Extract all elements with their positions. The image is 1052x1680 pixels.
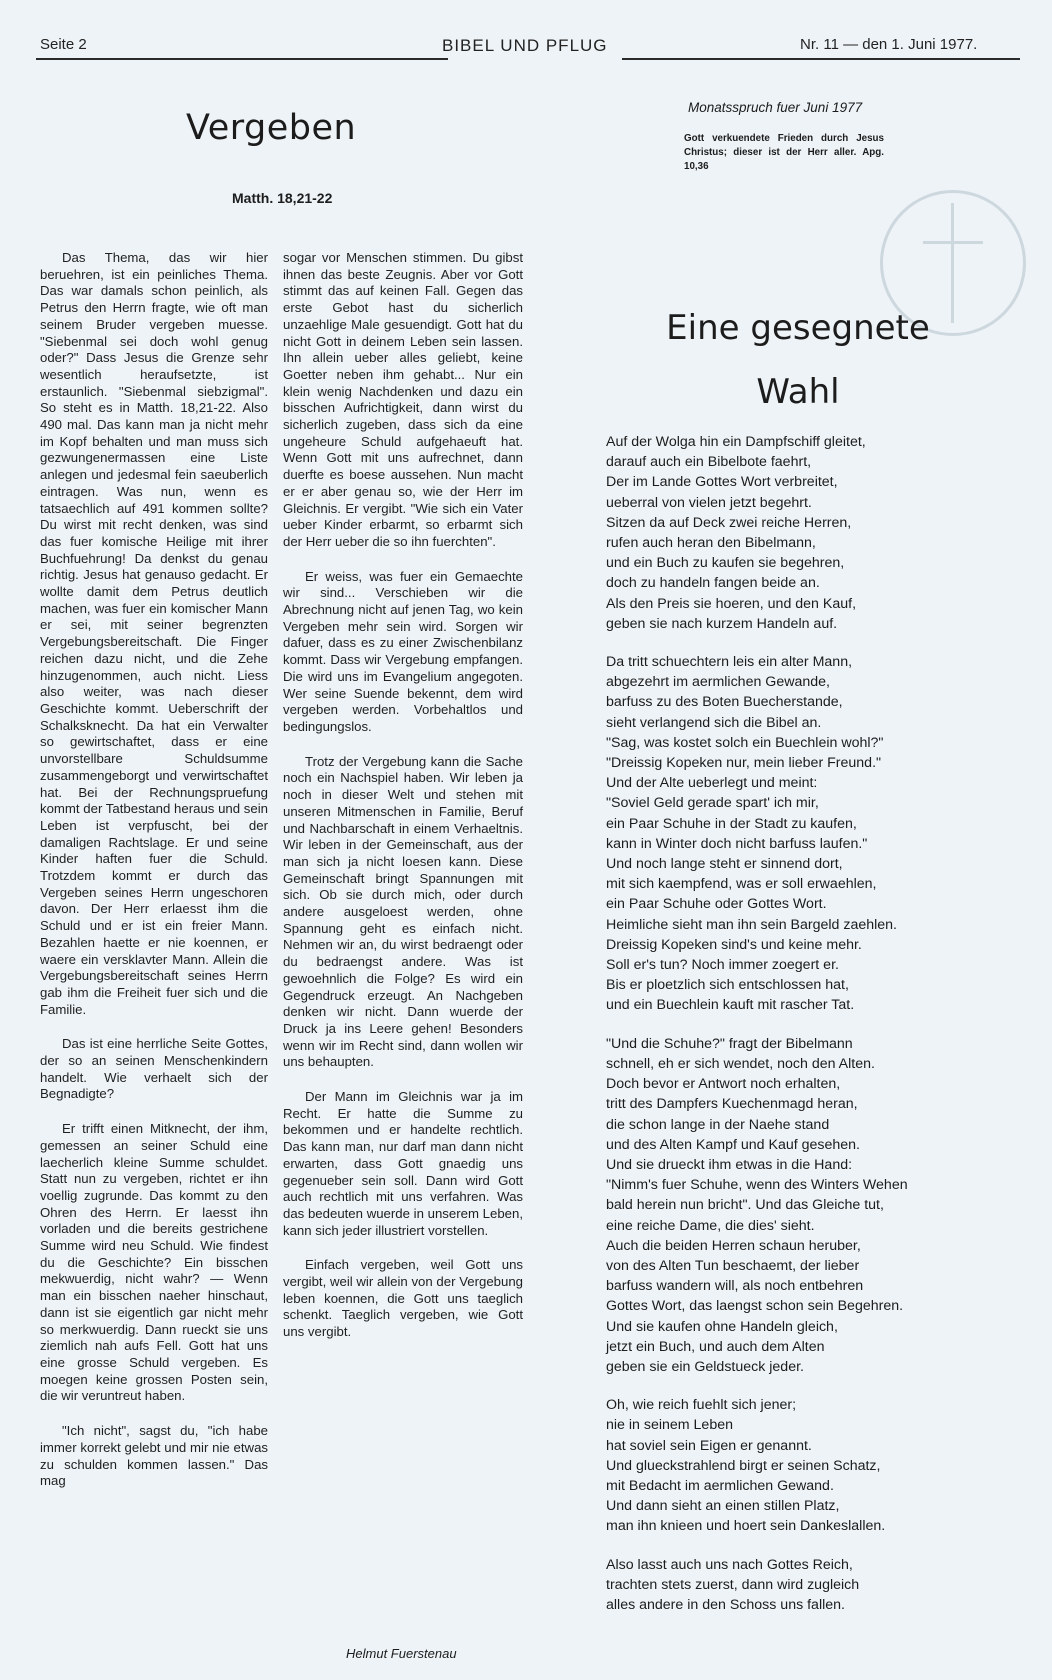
poem-line: nie in seinem Leben xyxy=(606,1417,733,1434)
poem-line: Und noch lange steht er sinnend dort, xyxy=(606,856,843,873)
poem-line: ein Paar Schuhe oder Gottes Wort. xyxy=(606,896,827,913)
poem-line: schnell, eh er sich wendet, noch den Alten. xyxy=(606,1055,875,1072)
paragraph: "Ich nicht", sagst du, "ich habe immer korrekt gelebt und mir nie etwas zu schulden kommen lassen." Das mag xyxy=(40,1423,268,1489)
poem-line: alles andere in den Schoss uns fallen. xyxy=(606,1596,845,1613)
poem-line: jetzt ein Buch, und auch dem Alten xyxy=(606,1338,825,1355)
poem-line: geben sie nach kurzem Handeln auf. xyxy=(606,615,838,632)
poem-line: darauf auch ein Bibelbote faehrt, xyxy=(606,454,812,471)
poem-line: Als den Preis sie hoeren, und den Kauf, xyxy=(606,595,857,612)
poem-line: mit sich kaempfend, was er soll erwaehlen, xyxy=(606,876,877,893)
poem-line: geben sie ein Geldstueck jeder. xyxy=(606,1358,804,1375)
poem-line: Soll er's tun? Noch immer zoegert er. xyxy=(606,957,839,974)
poem-line: hat soviel sein Eigen er genannt. xyxy=(606,1437,812,1454)
paragraph: Er trifft einen Mitknecht, der ihm, gemessen an seiner Schuld eine laecherlich kleine Summe schuldet. Statt nun zu vergeben, richtet er ihn voellig zugrunde. Das kommt zu den Ohren des Herrn. Er laesst ihn vorladen und die bereits gestrichene Summe wird neu Schuld. Wie findest du die Geschichte? Ein bisschen mekwuerdig, nicht wahr? — Wenn man ein bisschen naeher hinschaut, dann ist sie eigentlich gar nicht mehr so merkwuerdig. Dann rueckt sie uns ziemlich nah aufs Fell. Gott hat uns eine grosse Schuld vergeben. Es moegen keine grossen Posten sein, die wir veruntreut haben. xyxy=(40,1121,268,1404)
poem-line: barfuss wandern will, als noch entbehren xyxy=(606,1278,864,1295)
poem-line: doch zu handeln fangen beide an. xyxy=(606,575,820,592)
poem-line: von des Alten Tun beschaemt, der lieber xyxy=(606,1257,860,1274)
article-column-1 xyxy=(40,250,268,1490)
poem-line: Da tritt schuechtern leis ein alter Mann, xyxy=(606,654,853,671)
header-rule-left xyxy=(36,58,448,60)
poem-line: Und glueckstrahlend birgt er seinen Schatz, xyxy=(606,1457,881,1474)
poem-title xyxy=(620,296,976,424)
poem-line: und ein Buechlein kauft mit rascher Tat. xyxy=(606,997,855,1014)
poem-line: Also lasst auch uns nach Gottes Reich, xyxy=(606,1556,853,1573)
poem-line: Gottes Wort, das laengst schon sein Begehren. xyxy=(606,1298,904,1315)
poem-line: mit Bedacht im aermlichen Gewand. xyxy=(606,1477,834,1494)
poem-line: "Nimm's fuer Schuhe, wenn des Winters Wehen xyxy=(606,1177,908,1194)
poem-line: Und dann sieht an einen stillen Platz, xyxy=(606,1498,840,1515)
issue-date: Nr. 11 — den 1. Juni 1977. xyxy=(800,36,978,53)
poem-line: Bis er ploetzlich sich entschlossen hat, xyxy=(606,977,849,994)
poem-line: bald herein nun bricht". Und das Gleiche tut, xyxy=(606,1197,884,1214)
header-rule-right xyxy=(622,58,1020,60)
stanza-gap xyxy=(606,634,1006,652)
stanza-gap xyxy=(606,1377,1006,1395)
poem-line: Und sie drueckt ihm etwas in die Hand: xyxy=(606,1156,853,1173)
poem-line: kann in Winter doch nicht barfuss laufen." xyxy=(606,835,868,852)
poem-line: Und der Alte ueberlegt und meint: xyxy=(606,775,818,792)
poem-line: ein Paar Schuhe in der Stadt zu kaufen, xyxy=(606,815,857,832)
poem-line: eine reiche Dame, die dies' sieht. xyxy=(606,1217,815,1234)
motto-text: Gott verkuendete Frieden durch Jesus Christus; dieser ist der Herr aller. Apg. 10,36 xyxy=(684,133,884,172)
poem-line: Doch bevor er Antwort noch erhalten, xyxy=(606,1076,841,1093)
poem-body xyxy=(606,432,1006,1615)
poem-line: Auch die beiden Herren schaun heruber, xyxy=(606,1237,861,1254)
poem-line: Heimliche sieht man ihn sein Bargeld zaehlen. xyxy=(606,916,898,933)
poem-line: sieht verlangend sich die Bibel an. xyxy=(606,714,822,731)
poem-line: barfuss zu des Boten Buecherstande, xyxy=(606,694,843,711)
paragraph: Einfach vergeben, weil Gott uns vergibt, weil wir allein von der Vergebung leben koennen, die Gott uns taeglich schenkt. Taeglich vergeben, wie Gott uns vergibt. xyxy=(283,1257,523,1340)
article-author: Helmut Fuerstenau xyxy=(346,1646,457,1661)
stanza-gap xyxy=(606,1537,1006,1555)
poem-line: rufen auch heran den Bibelmann, xyxy=(606,535,816,552)
paragraph: Trotz der Vergebung kann die Sache noch ein Nachspiel haben. Wir leben ja noch in dieser Welt und stehen mit unseren Mitmenschen in Familie, Beruf und Nachbarschaft in einem Verhaeltnis. Wir leben in der Gemeinschaft, aus der man sich ja nicht loesen kann. Diese Gemeinschaft bringt Spannungen mit sich. Ob sie durch mich, oder durch andere ausgeloest werden, ohne Spannung geht es einfach nicht. Nehmen wir an, du wirst bedraengt oder du bedraengst andere. Was ist gewoehnlich die Folge? Es wird ein Gegendruck erzeugt. An Nachgeben denken wir nicht. Dann wuerde der Druck ja ins Leere gehen! Besonders wenn wir im Recht sind, dann wollen wir uns behaupten. xyxy=(283,753,523,1070)
poem-line: "Soviel Geld gerade spart' ich mir, xyxy=(606,795,819,812)
poem-line: ueberral von vielen jetzt begehrt. xyxy=(606,494,812,511)
stanza-gap xyxy=(606,1016,1006,1034)
article-title: Vergeben xyxy=(186,108,357,148)
paragraph: Der Mann im Gleichnis war ja im Recht. Er hatte die Summe zu bekommen und er handelte rechtlich. Das kann man, nur darf man dann nicht erwarten, dass Gott gnaedig uns gegenueber sein soll. Dann wird Gott auch rechtlich mit uns verfahren. Was das bedeuten wuerde in unserem Leben, kann sich jeder illustriert vorstellen. xyxy=(283,1089,523,1238)
poem-line: Dreissig Kopeken sind's und keine mehr. xyxy=(606,936,862,953)
poem-line: abgezehrt im aermlichen Gewande, xyxy=(606,674,830,691)
bible-reference: Matth. 18,21-22 xyxy=(232,190,333,206)
poem-line: Und sie kaufen ohne Handeln gleich, xyxy=(606,1318,838,1335)
poem-line: "Und die Schuhe?" fragt der Bibelmann xyxy=(606,1035,853,1052)
poem-line: Der im Lande Gottes Wort verbreitet, xyxy=(606,474,838,491)
paragraph: Das ist eine herrliche Seite Gottes, der so an seinen Menschenkindern handelt. Wie verhaelt sich der Begnadigte? xyxy=(40,1036,268,1102)
poem-line: Sitzen da auf Deck zwei reiche Herren, xyxy=(606,514,852,531)
poem-line: und des Alten Kampf und Kauf gesehen. xyxy=(606,1136,860,1153)
poem-line: "Sag, was kostet solch ein Buechlein wohl?" xyxy=(606,734,884,751)
poem-line: die schon lange in der Naehe stand xyxy=(606,1116,830,1133)
article-column-2 xyxy=(283,250,523,1341)
poem-line: Oh, wie reich fuehlt sich jener; xyxy=(606,1397,797,1414)
poem-line: "Dreissig Kopeken nur, mein lieber Freund." xyxy=(606,755,882,772)
poem-line: Auf der Wolga hin ein Dampfschiff gleitet, xyxy=(606,434,866,450)
poem-title-line-1: Eine gesegnete xyxy=(666,308,930,348)
paragraph: Er weiss, was fuer ein Gemaechte wir sind... Verschieben wir die Abrechnung nicht auf jenen Tag, wo kein Vergeben mehr sein wird. Sorgen wir dafuer, dass es zu einer Zwischenbilanz kommt. Dass wir Vergebung empfangen. Die wird uns im Evangelium angegoten. Wer seine Suende bekennt, dem wird vergeben werden. Vorbehaltlos und bedingungslos. xyxy=(283,568,523,734)
paragraph: Das Thema, das wir hier beruehren, ist ein peinliches Thema. Das war damals schon peinlich, als Petrus den Herrn fragte, wie oft man seinem Bruder vergeben muesse. "Siebenmal sei doch wohl genug oder?" Dass Jesus die Grenze sehr wesentlich heraufsetzte, ist erstaunlich. "Siebenmal siebzigmal". So steht es in Matth. 18,21-22. Also 490 mal. Das kann man ja nicht mehr im Kopf behalten und man muss sich gezwungenermassen eine Liste anlegen und jedesmal fein saeuberlich eintragen. Was nun, wenn es tatsaechlich auf 491 kommen sollte? Du wirst mit recht denken, was sind das fuer komische Heilige mit ihrer Buchfuehrung! Da denkst du genau richtig. Jesus hat genauso gedacht. Er wollte damit dem Petrus deutlich machen, was fuer ein komischer Mann er sei, mit seiner begrenzten Vergebungsbereitschaft. Die Finger reichen dazu nicht, und die Zehe hinzugenommen, auch nicht. Liess also weiter, was nach dieser Geschichte kommt. Ueberschrift der Schalksknecht. Da hat ein Verwalter so gewirtschaftet, dass er eine unvorstellbare Schuldsumme zusammengeborgt und verwirtschaftet hat. Bei der Rechnungspruefung kommt der Tatbestand heraus und sein Leben ist verpfuscht, bei der damaligen Rachtslage. Er und seine Kinder haften fuer die Schuld. Trotzdem kommt er durch das Vergeben seines Herrn ungeschoren davon. Der Herr erlaesst ihm die Schuld und er ist ein freier Mann. Bezahlen haette er nie koennen, er waere ein versklavter Mann. Allein die Vergebungsbereitschaft seines Herrn gab ihm die Freiheit fuer sich und die Familie. xyxy=(40,250,268,1017)
newspaper-title: BIBEL UND PFLUG xyxy=(442,36,608,55)
poem-line: man ihn knieen und hoert sein Dankeslallen. xyxy=(606,1518,886,1535)
poem-line: tritt des Dampfers Kuechenmagd heran, xyxy=(606,1096,858,1113)
page-number: Seite 2 xyxy=(40,36,87,53)
poem-line: und ein Buch zu kaufen sie begehren, xyxy=(606,555,845,572)
paragraph: sogar vor Menschen stimmen. Du gibst ihnen das beste Zeugnis. Aber vor Gott stimmt das auf keinen Fall. Gegen das erste Gebot hast du sicherlich unzaehlige Male gesuendigt. Gott hat du nicht Gott in deinem Leben sein lassen. Ihn allein ueber alles geliebt, keine Goetter neben ihm gehabt... Nur ein klein wenig Nachdenken und dazu ein bisschen Aufrichtigkeit, dann wirst du sicherlich zugeben, dass sich da eine ungeheure Schuld aufgehaeuft hat. Wenn Gott mit uns aufrechnet, dann duerfte es boese aussehen. Nun macht er er aber genau so, wie der Herr im Gleichnis. Er vergibt. "Wie sich ein Vater ueber Kinder erbarmt, so erbarmt sich der Herr ueber die so ihn fuerchten". xyxy=(283,250,523,549)
poem-line: trachten stets zuerst, dann wird zugleich xyxy=(606,1576,860,1593)
motto-title: Monatsspruch fuer Juni 1977 xyxy=(688,100,863,115)
poem-title-line-2: Wahl xyxy=(756,372,840,412)
